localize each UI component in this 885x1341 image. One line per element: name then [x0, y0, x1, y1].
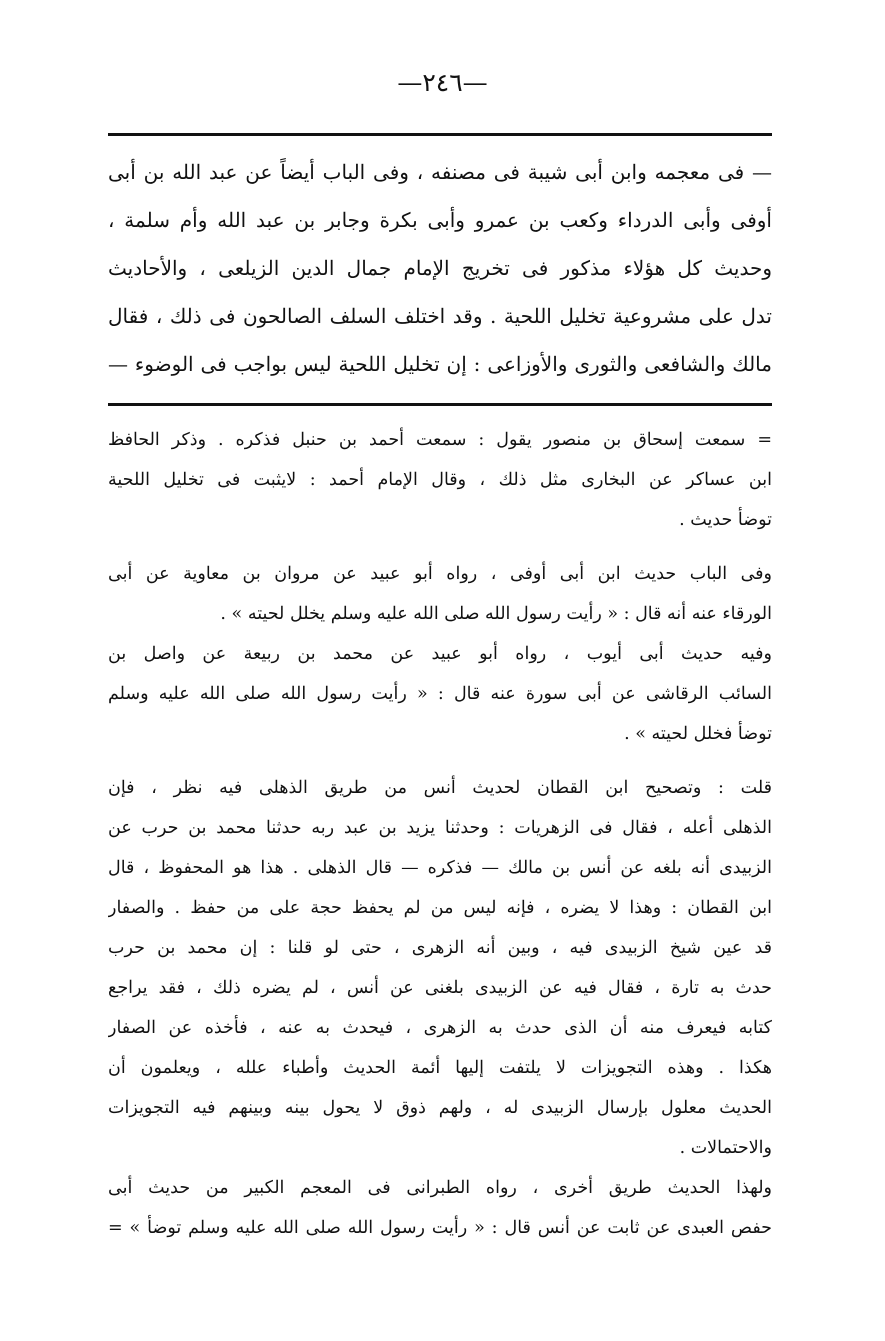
footnote-line: السائب الرقاشى عن أبى سورة عنه قال : « رأيت رسول الله صلى الله عليه وسلم: [108, 684, 772, 704]
main-text-line: تدل على مشروعية تخليل اللحية . وقد اختلف السلف الصالحون فى ذلك ، فقال: [108, 304, 772, 328]
footnote-line: ولهذا الحديث طريق أخرى ، رواه الطبرانى فى المعجم الكبير من حديث أبى: [108, 1178, 772, 1198]
page-number: —٢٤٦—: [397, 68, 488, 97]
footnote-line: ابن القطان : وهذا لا يضره ، فإنه ليس من لم يحفظ حجة على من حفظ . والصفار: [108, 898, 772, 918]
footnote-line: وفى الباب حديث ابن أبى أوفى ، رواه أبو عبيد عن مروان بن معاوية عن أبى: [108, 564, 772, 584]
footnote-line: = سمعت إسحاق بن منصور يقول : سمعت أحمد بن حنبل فذكره . وذكر الحافظ: [108, 430, 772, 450]
footnote-line: حدث به تارة ، فقال فيه عن الزبيدى بلغنى عن أنس ، لم يضره ذلك ، فقد يراجع: [108, 978, 772, 998]
paragraph-gap: [108, 540, 772, 554]
footnote-line: قد عين شيخ الزبيدى فيه ، وبين أنه الزهرى ، حتى لو قلنا : إن محمد بن حرب: [108, 938, 772, 958]
footnote-line: توضأ حديث .: [679, 510, 772, 530]
footnote-line: حفص العبدى عن ثابت عن أنس قال : « رأيت رسول الله صلى الله عليه وسلم توضأ » =: [108, 1218, 772, 1238]
footnote-line: والاحتمالات .: [679, 1138, 772, 1158]
footnote-line: الورقاء عنه أنه قال : « رأيت رسول الله صلى الله عليه وسلم يخلل لحيته » .: [220, 604, 772, 624]
footnote-paragraph: [108, 420, 772, 540]
footnote-line: كتابه فيعرف منه أن الذى حدث به الزهرى ، فيحدث به عنه ، فأخذه عن الصفار: [108, 1018, 772, 1038]
footnote-line: ابن عساكر عن البخارى مثل ذلك ، وقال الإمام أحمد : لايثبت فى تخليل اللحية: [108, 470, 772, 490]
footnote-line: وفيه حديث أبى أيوب ، رواه أبو عبيد عن محمد بن ربيعة عن واصل بن: [108, 644, 772, 664]
footnote-line: الذهلى أعله ، فقال فى الزهريات : وحدثنا يزيد بن عبد ربه حدثنا محمد بن حرب عن: [108, 818, 772, 838]
footnote-line: الحديث معلول بإرسال الزبيدى له ، ولهم ذوق لا يحول بينه وبينهم فيه التجويزات: [108, 1098, 772, 1118]
header-divider: [108, 133, 772, 136]
main-text-line: — فى معجمه وابن أبى شيبة فى مصنفه ، وفى الباب أيضاً عن عبد الله بن أبى: [108, 160, 772, 184]
paragraph-gap: [108, 754, 772, 768]
main-text-line: أوفى وأبى الدرداء وكعب بن عمرو وأبى بكرة وجابر بن عبد الله وأم سلمة ،: [108, 208, 772, 232]
footnote-line: قلت : وتصحيح ابن القطان لحديث أنس من طريق الذهلى فيه نظر ، فإن: [108, 778, 772, 798]
footnote-line: الزبيدى أنه بلغه عن أنس بن مالك — فذكره — قال الذهلى . هذا هو المحفوظ ، قال: [108, 858, 772, 878]
footnote-paragraph: [108, 1168, 772, 1248]
footnote-paragraph: [108, 768, 772, 1168]
footnote-divider: [108, 403, 772, 406]
footnotes: [108, 420, 772, 1248]
main-text: [108, 148, 772, 388]
footnote-line: هكذا . وهذه التجويزات لا يلتفت إليها أئمة الحديث وأطباء علله ، ويعلمون أن: [108, 1058, 772, 1078]
footnote-paragraph: [108, 634, 772, 754]
footnote-paragraph: [108, 554, 772, 634]
main-text-line: وحديث كل هؤلاء مذكور فى تخريج الإمام جمال الدين الزيلعى ، والأحاديث: [108, 256, 772, 280]
footnote-line: توضأ فخلل لحيته » .: [624, 724, 772, 744]
main-text-line: مالك والشافعى والثورى والأوزاعى : إن تخليل اللحية ليس بواجب فى الوضوء —: [108, 352, 772, 376]
